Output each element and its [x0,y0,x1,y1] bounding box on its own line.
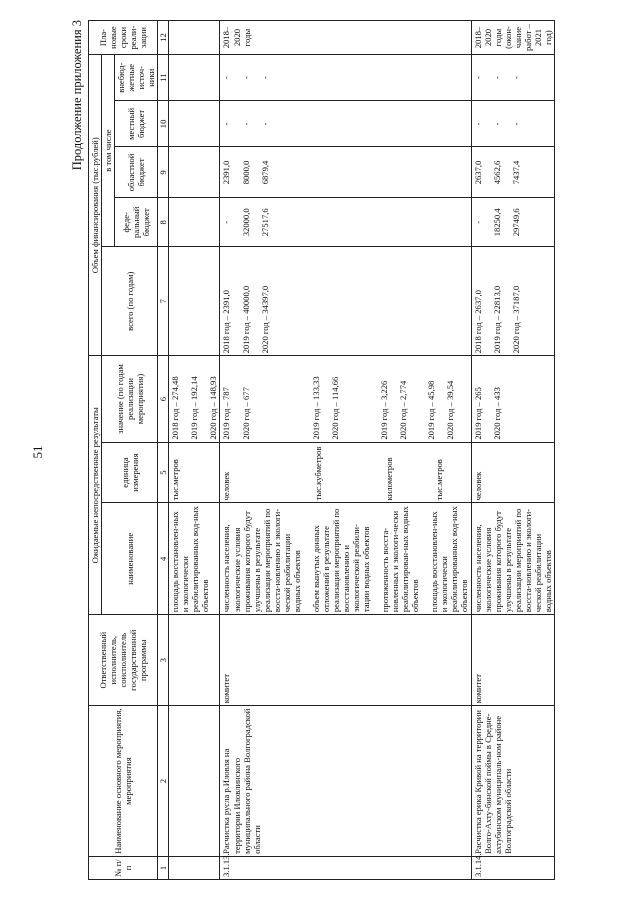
local-value: - [510,122,521,126]
result-value: 2020 год – 148,93 [208,376,219,440]
header-row-1 [89,21,102,880]
regional-value: 2637,0 [472,160,483,185]
table-row [220,21,471,880]
col-number: 7 [158,247,169,356]
result-value: 2019 год – 192,14 [189,376,200,440]
federal-value: - [221,220,232,224]
result-value: 2019 год – 265 [472,387,483,440]
result-value: 2018 год – 274,48 [170,376,181,440]
result-unit: тыс.кубметров [313,446,324,501]
local-value: - [259,122,270,126]
header-term: Пла-новые сроки реали-зации [89,21,158,55]
finance-regional [220,147,471,198]
header-num: № п/п [89,856,158,879]
finance-extra [220,55,471,101]
result-name: площадь восстановлен-ных и экологически реабилитированных вод-ных объектов [169,503,220,615]
extra-value: - [491,76,502,80]
result-value: 2020 год – 2,774 [397,380,408,440]
local-value: - [240,122,251,126]
col-number: 12 [158,21,169,55]
header-results-group: Ожидаемые непосредственные результаты [89,356,102,615]
row-num: 3.1.14. [471,856,554,879]
total-value: 2018 год – 2391,0 [221,290,232,354]
col-number: 4 [158,503,169,615]
result-names [471,503,554,615]
result-unit: километров [384,457,395,501]
program-table [88,20,555,880]
local-value: - [491,122,502,126]
extra-value: - [221,76,232,80]
federal-value: - [472,220,483,224]
regional-value: 4562,6 [491,160,502,185]
result-value: 2020 год – 114,66 [329,376,340,440]
row-term: 2018–2020 годы [220,21,471,55]
total-value: 2019 год – 22813,0 [491,285,502,354]
header-incl: в том числе [102,55,115,247]
header-federal: феде-ральный бюджет [115,198,158,247]
result-unit: тыс.метров [434,459,445,501]
federal-value: 32000,0 [240,208,251,237]
result-values [169,356,220,442]
result-values [220,356,471,442]
col-number: 1 [158,856,169,879]
result-values [471,356,554,442]
finance-extra [471,55,554,101]
result-units [220,442,471,503]
regional-value: 7437,4 [510,160,521,185]
col-number: 3 [158,615,169,706]
row-name: Расчистка русла р.Иловля на территории Иловлинского муниципального района Волгоградской области [220,706,471,857]
total-value: 2020 год – 37187,0 [510,285,521,354]
extra-value: - [259,76,270,80]
result-value: 2020 год – 433 [491,387,502,440]
header-name: Наименование основного мероприятия, мероприятия [89,706,158,857]
federal-value: 18250,4 [491,208,502,237]
result-value: 2020 год – 39,54 [444,380,455,440]
regional-value: 6879,4 [259,160,270,185]
result-value: 2019 год – 45,98 [425,380,436,440]
result-name: объем вынутых донных отложений в результате реализации мероприятий по восстановлению и экологической реабили-тации водных объектов [310,508,372,613]
col-number: 8 [158,198,169,247]
col-number: 2 [158,706,169,857]
result-names [220,503,471,615]
regional-value: 2391,0 [221,160,232,185]
finance-federal [220,198,471,247]
row-term: 2018–2020 годы (окон-чание работ – 2021 год) [471,21,554,55]
header-value: значение (по годам реализации мероприятия) [102,356,158,442]
finance-regional [471,147,554,198]
result-name: протяженность восста-новленных и экологи-чески реабилитирован-ных водных объектов [380,506,421,613]
header-unit: единица измерения [102,442,158,503]
col-number: 10 [158,101,169,147]
extra-value: - [472,76,483,80]
result-name: численность населения, экологические условия проживания которого будут улучшены в результате реализации мероприятий по восста-новлению и экологи-ческой реабилитации водных объектов [221,508,302,613]
federal-value: 29749,6 [510,208,521,237]
page-number: 51 [30,445,45,459]
table-row [471,21,554,880]
table-row-continued [169,21,220,880]
header-extra: внебюд-жетные источ-ники [115,55,158,101]
header-result-name: наименование [102,503,158,615]
result-value: 2019 год – 787 [221,387,232,440]
finance-federal [471,198,554,247]
header-total: всего (по годам) [102,247,158,356]
row-num: 3.1.13. [220,856,471,879]
result-unit: человек [472,471,483,501]
local-value: - [472,122,483,126]
federal-value: 27517,6 [259,208,270,237]
result-value: 2019 год – 133,33 [310,376,321,440]
result-units [471,442,554,503]
row-executor: комитет [220,615,471,706]
col-number: 6 [158,356,169,442]
row-executor: комитет [471,615,554,706]
result-unit: человек [221,471,232,501]
col-number: 11 [158,55,169,101]
extra-value: - [240,76,251,80]
result-value: 2020 год – 677 [240,387,251,440]
result-unit: тыс.метров [169,442,220,503]
finance-total [471,247,554,356]
appendix-caption: Продолжение приложения 3 [70,20,84,171]
row-name: Расчистка ерика Кривой на территории Волго-Ахту-бинской поймы в Средне-ахтубинском муниципаль-ном районе Волгоградской области [471,706,554,857]
header-regional: областной бюджет [115,147,158,198]
local-value: - [221,122,232,126]
header-finance-group: Объем финансирования (тыс.рублей) [89,55,102,356]
total-value: 2019 год – 40000,0 [240,285,251,354]
result-name: численность населения, экологические условия проживания которого будут улучшены в результате реализации мероприятий по восста-новлению и экологи-ческой реабилитации водных объектов [472,508,553,613]
rotated-page [60,20,630,880]
header-executor: Ответственный исполнитель, соисполнитель государственной программы [89,615,158,706]
finance-local [471,101,554,147]
header-local: местный бюджет [115,101,158,147]
total-value: 2020 год – 34397,0 [259,285,270,354]
regional-value: 8000,0 [240,160,251,185]
extra-value: - [510,76,521,80]
finance-local [220,101,471,147]
column-numbers-row [158,21,169,880]
col-number: 9 [158,147,169,198]
col-number: 5 [158,442,169,503]
result-name: площадь восстановлен-ных и экологически реабилитированных вод-ных объектов [429,506,470,613]
finance-total [220,247,471,356]
result-value: 2019 год – 3,226 [378,380,389,440]
total-value: 2018 год – 2637,0 [472,290,483,354]
